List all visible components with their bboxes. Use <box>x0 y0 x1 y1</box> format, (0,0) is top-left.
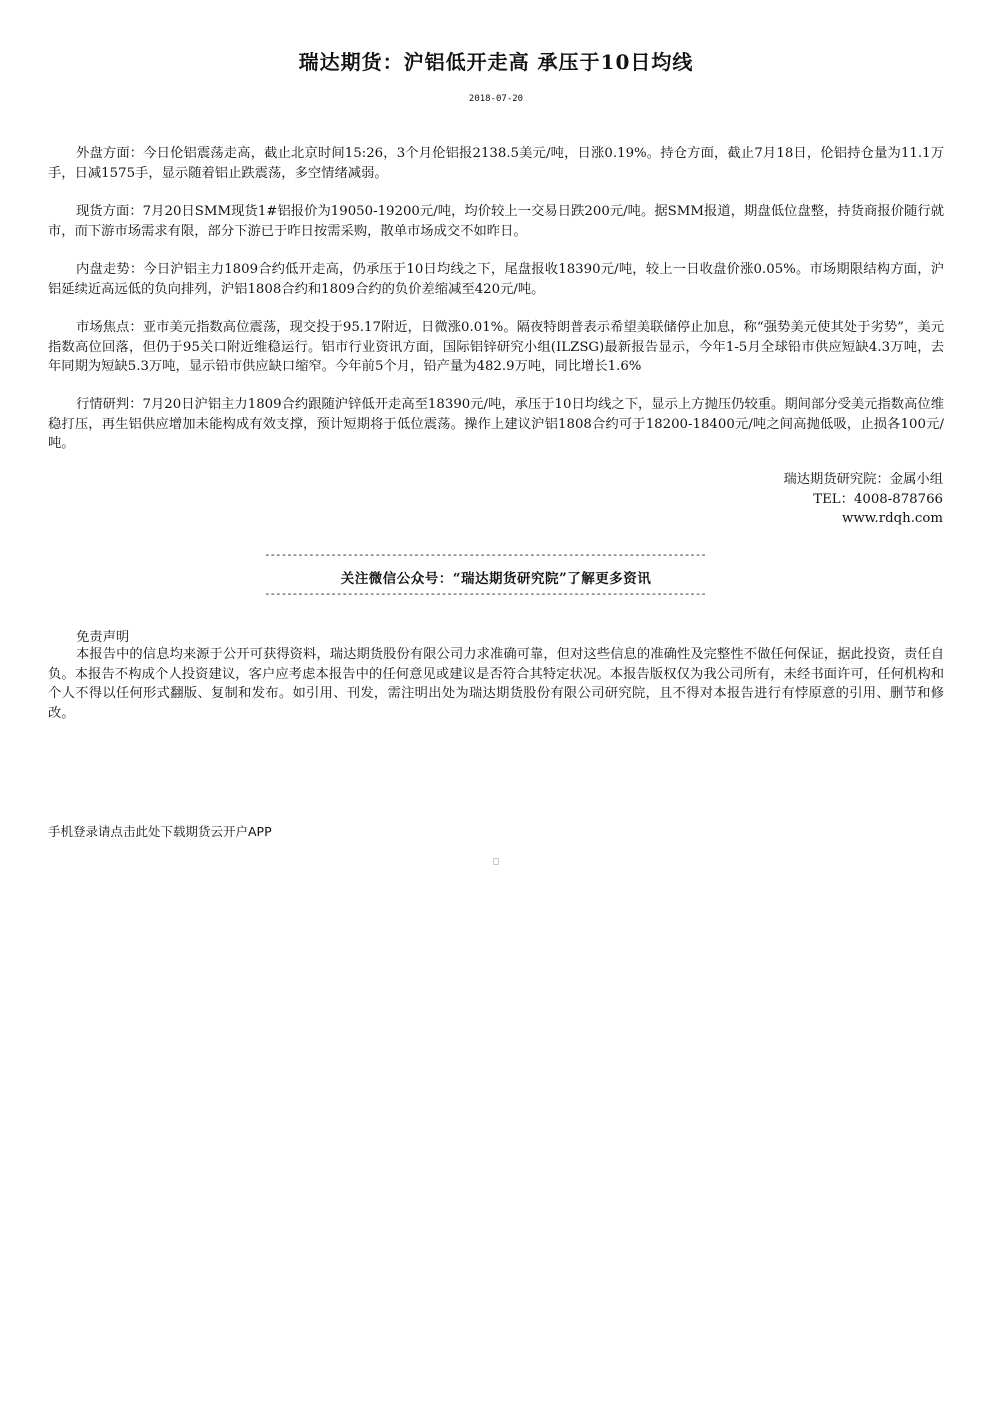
signature-org: 瑞达期货研究院：金属小组 <box>783 472 943 487</box>
page-title: 瑞达期货：沪铝低开走高 承压于10日均线 <box>298 50 694 74</box>
disclaimer-body: 本报告中的信息均来源于公开可获得资料，瑞达期货股份有限公司力求准确可靠，但对这些信息的准确性及完整性不做任何保证，据此投资，责任自负。本报告不构成个人投资建议，客户应考虑本报告中的任何意见或建议是否符合其特定状况。本报告版权仅为我公司所有，未经书面许可，任何机构和个人不得以任何形式翻版、复制和发布。如引用、刊发，需注明出处为瑞达期货股份有限公司研究院，且不得对本报告进行有悖原意的引用、删节和修改。 <box>48 647 944 721</box>
app-download-link[interactable]: 手机登录请点击此处下载期货云开户APP <box>48 824 272 839</box>
follow-wechat-notice: 关注微信公众号：“瑞达期货研究院”了解更多资讯 <box>340 571 652 587</box>
report-date: 2018-07-20 <box>468 94 524 104</box>
divider-bottom: -------------------------------------------------------------------------------- <box>264 588 706 600</box>
paragraph-spot: 现货方面：7月20日SMM现货1#铝报价为19050-19200元/吨，均价较上一交易日跌200元/吨。据SMM报道，期盘低位盘整，持货商报价随行就市，而下游市场需求有限，部分下游已于昨日按需采购，散单市场成交不如昨日。 <box>48 204 944 239</box>
paragraph-overseas: 外盘方面：今日伦铝震荡走高，截止北京时间15:26，3个月伦铝报2138.5美元/吨，日涨0.19%。持仓方面，截止7月18日，伦铝持仓量为11.1万手，日减1575手，显示随着铝止跌震荡，多空情绪减弱。 <box>48 146 944 181</box>
divider-top: -------------------------------------------------------------------------------- <box>264 549 706 561</box>
signature-tel: TEL：4008-878766 <box>813 491 943 507</box>
paragraph-focus: 市场焦点：亚市美元指数高位震荡，现交投于95.17附近，日微涨0.01%。隔夜特朗普表示希望美联储停止加息，称“强势美元使其处于劣势”，美元指数高位回落，但仍于95关口附近维稳运行。铝市行业资讯方面，国际铝锌研究小组(ILZSG)最新报告显示，今年1-5月全球铅市供应短缺4.3万吨，去年同期为短缺5.3万吨，显示铅市供应缺口缩窄。今年前5个月，铅产量为482.9万吨，同比增长1.6% <box>48 320 944 374</box>
disclaimer-title: 免责声明 <box>76 630 130 645</box>
signature-block <box>783 470 943 529</box>
paragraph-domestic: 内盘走势：今日沪铝主力1809合约低开走高，仍承压于10日均线之下，尾盘报收18390元/吨，较上一日收盘价涨0.05%。市场期限结构方面，沪铝延续近高远低的负向排列，沪铝1808合约和1809合约的负价差缩减至420元/吨。 <box>48 262 944 297</box>
paragraph-outlook: 行情研判：7月20日沪铝主力1809合约跟随沪锌低开走高至18390元/吨，承压于10日均线之下，显示上方抛压仍较重。期间部分受美元指数高位维稳打压，再生铝供应增加未能构成有效支撑，预计短期将于低位震荡。操作上建议沪铝1808合约可于18200-18400元/吨之间高抛低吸，止损各100元/吨。 <box>48 397 944 451</box>
placeholder-image-icon <box>493 858 499 865</box>
signature-web: www.rdqh.com <box>841 511 943 526</box>
